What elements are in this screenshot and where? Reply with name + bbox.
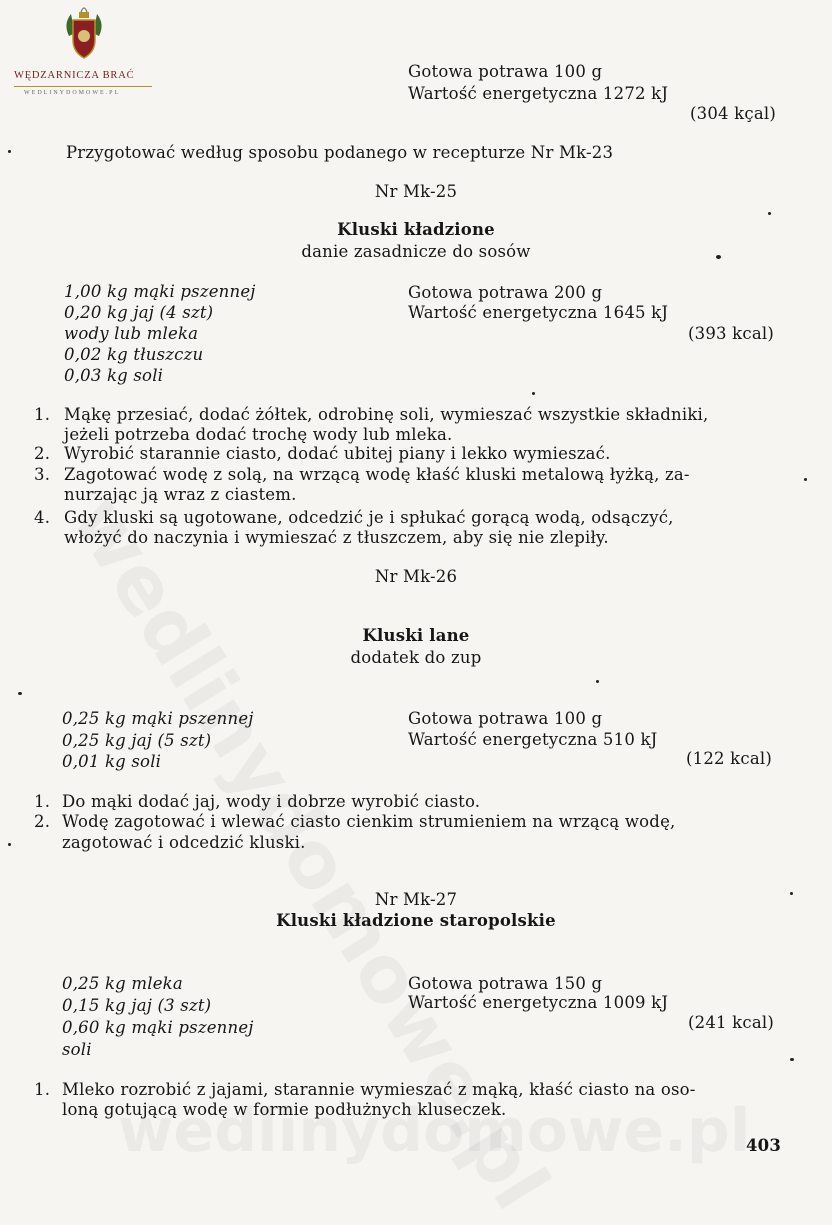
- scan-speck: [804, 478, 807, 481]
- mk25-step-line: Gdy kluski są ugotowane, odcedzić je i spłukać gorącą wodą, odsączyć,: [64, 508, 674, 527]
- scan-speck: [596, 680, 599, 683]
- scan-speck: [8, 150, 11, 153]
- mk25-step-num: 4.: [34, 508, 51, 527]
- top-instruction: Przygotować według sposobu podanego w recepturze Nr Mk-23: [66, 143, 614, 162]
- mk27-ingredient: 0,60 kg mąki pszennej: [62, 1018, 254, 1037]
- mk27-ingredient: 0,15 kg jaj (3 szt): [62, 996, 212, 1015]
- mk25-yield: Gotowa potrawa 200 g: [408, 283, 603, 302]
- mk25-step-line: nurzając ją wraz z ciastem.: [64, 485, 297, 504]
- mk25-step-line: włożyć do naczynia i wymieszać z tłuszczem, aby się nie zlepiły.: [64, 528, 609, 547]
- top-energy: Wartość energetyczna 1272 kJ: [408, 84, 669, 103]
- mk27-number: Nr Mk-27: [374, 890, 458, 909]
- mk26-ingredient: 0,25 kg jaj (5 szt): [62, 731, 212, 750]
- mk27-ingredient: 0,25 kg mleka: [62, 974, 183, 993]
- mk27-step-num: 1.: [34, 1080, 51, 1099]
- mk25-subtitle: danie zasadnicze do sosów: [301, 242, 531, 261]
- scan-speck: [790, 892, 793, 895]
- top-kcal: (304 kçal): [690, 104, 776, 123]
- mk25-step-num: 1.: [34, 405, 51, 424]
- mk26-step-line: Do mąki dodać jaj, wody i dobrze wyrobić ciasto.: [62, 792, 481, 811]
- mk25-ingredient: 0,03 kg soli: [64, 366, 164, 385]
- mk25-kcal: (393 kcal): [688, 324, 774, 343]
- mk25-title: Kluski kładzione: [337, 220, 495, 239]
- mk25-step-line: Zagotować wodę z solą, na wrzącą wodę kłaść kluski metalową łyżką, za-: [64, 465, 690, 484]
- mk25-number: Nr Mk-25: [374, 182, 458, 201]
- page-number: 403: [746, 1136, 782, 1155]
- mk26-title: Kluski lane: [362, 626, 470, 645]
- scan-speck: [532, 392, 535, 395]
- mk27-energy: Wartość energetyczna 1009 kJ: [408, 993, 669, 1012]
- mk25-ingredient: 0,02 kg tłuszczu: [64, 345, 204, 364]
- logo-rule: [14, 86, 152, 87]
- mk25-ingredient: 0,20 kg jaj (4 szt): [64, 303, 214, 322]
- mk26-step-num: 2.: [34, 812, 51, 831]
- scan-speck: [18, 692, 22, 695]
- mk27-yield: Gotowa potrawa 150 g: [408, 974, 603, 993]
- logo-name: WĘDZARNICZA BRAĆ: [14, 70, 135, 81]
- scan-speck: [768, 212, 771, 215]
- mk26-kcal: (122 kcal): [686, 749, 772, 768]
- top-yield: Gotowa potrawa 100 g: [408, 62, 603, 81]
- mk25-step-line: jeżeli potrzeba dodać trochę wody lub mleka.: [64, 425, 453, 444]
- mk27-step-line: Mleko rozrobić z jajami, starannie wymieszać z mąką, kłaść ciasto na oso-: [62, 1080, 696, 1099]
- mk25-energy: Wartość energetyczna 1645 kJ: [408, 303, 669, 322]
- logo: [14, 6, 154, 96]
- mk26-step-line: zagotować i odcedzić kluski.: [62, 833, 306, 852]
- mk25-step-num: 3.: [34, 465, 51, 484]
- scan-speck: [790, 1058, 794, 1061]
- mk25-ingredient: wody lub mleka: [64, 324, 199, 343]
- mk27-title: Kluski kładzione staropolskie: [276, 911, 556, 930]
- mk26-energy: Wartość energetyczna 510 kJ: [408, 730, 658, 749]
- mk26-step-line: Wodę zagotować i wlewać ciasto cienkim strumieniem na wrzącą wodę,: [62, 812, 676, 831]
- mk25-step-line: Wyrobić starannie ciasto, dodać ubitej piany i lekko wymieszać.: [64, 444, 611, 463]
- scan-speck: [8, 843, 11, 846]
- logo-site: WEDLINYDOMOWE.PL: [24, 90, 121, 96]
- mk25-step-num: 2.: [34, 444, 51, 463]
- mk25-ingredient: 1,00 kg mąki pszennej: [64, 282, 256, 301]
- mk25-step-line: Mąkę przesiać, dodać żółtek, odrobinę soli, wymieszać wszystkie składniki,: [64, 405, 709, 424]
- mk27-ingredient: soli: [62, 1040, 92, 1059]
- mk26-ingredient: 0,25 kg mąki pszennej: [62, 709, 254, 728]
- mk26-ingredient: 0,01 kg soli: [62, 752, 162, 771]
- mk27-step-line: loną gotującą wodę w formie podłużnych kluseczek.: [62, 1100, 507, 1119]
- crest-icon: [59, 6, 109, 64]
- mk26-yield: Gotowa potrawa 100 g: [408, 709, 603, 728]
- mk26-number: Nr Mk-26: [374, 567, 458, 586]
- mk26-subtitle: dodatek do zup: [350, 648, 482, 667]
- mk27-kcal: (241 kcal): [688, 1013, 774, 1032]
- scan-speck: [716, 255, 721, 259]
- mk26-step-num: 1.: [34, 792, 51, 811]
